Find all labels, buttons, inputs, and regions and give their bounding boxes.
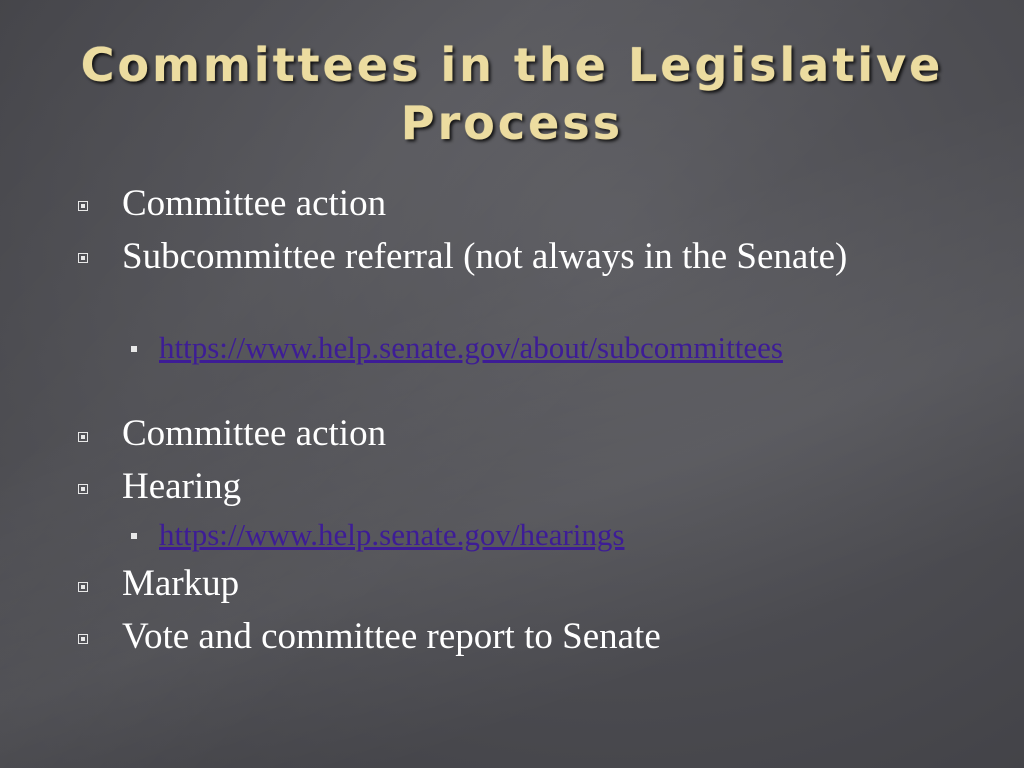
square-bullet-icon: [78, 484, 88, 494]
square-bullet-icon: [78, 582, 88, 592]
bullet-text: Subcommittee referral (not always in the Senate): [122, 236, 848, 277]
square-bullet-icon: [78, 432, 88, 442]
square-bullet-icon: [78, 253, 88, 263]
square-bullet-icon: [78, 201, 88, 211]
sub-bullet: [159, 519, 969, 551]
small-square-bullet-icon: [131, 346, 137, 352]
bullet-text: Committee action: [122, 413, 387, 454]
small-square-bullet-icon: [131, 533, 137, 539]
bullet-text: Committee action: [122, 183, 387, 224]
bullet-text: Hearing: [122, 466, 242, 507]
bullet-text: Vote and committee report to Senate: [122, 616, 661, 657]
square-bullet-icon: [78, 634, 88, 644]
subcommittees-link[interactable]: https://www.help.senate.gov/about/subcommittees: [159, 330, 783, 365]
bullet-text: Markup: [122, 563, 240, 604]
slide-title: Committees in the Legislative Process: [80, 38, 944, 150]
sub-bullet: [159, 332, 969, 364]
hearings-link[interactable]: https://www.help.senate.gov/hearings: [159, 517, 625, 552]
